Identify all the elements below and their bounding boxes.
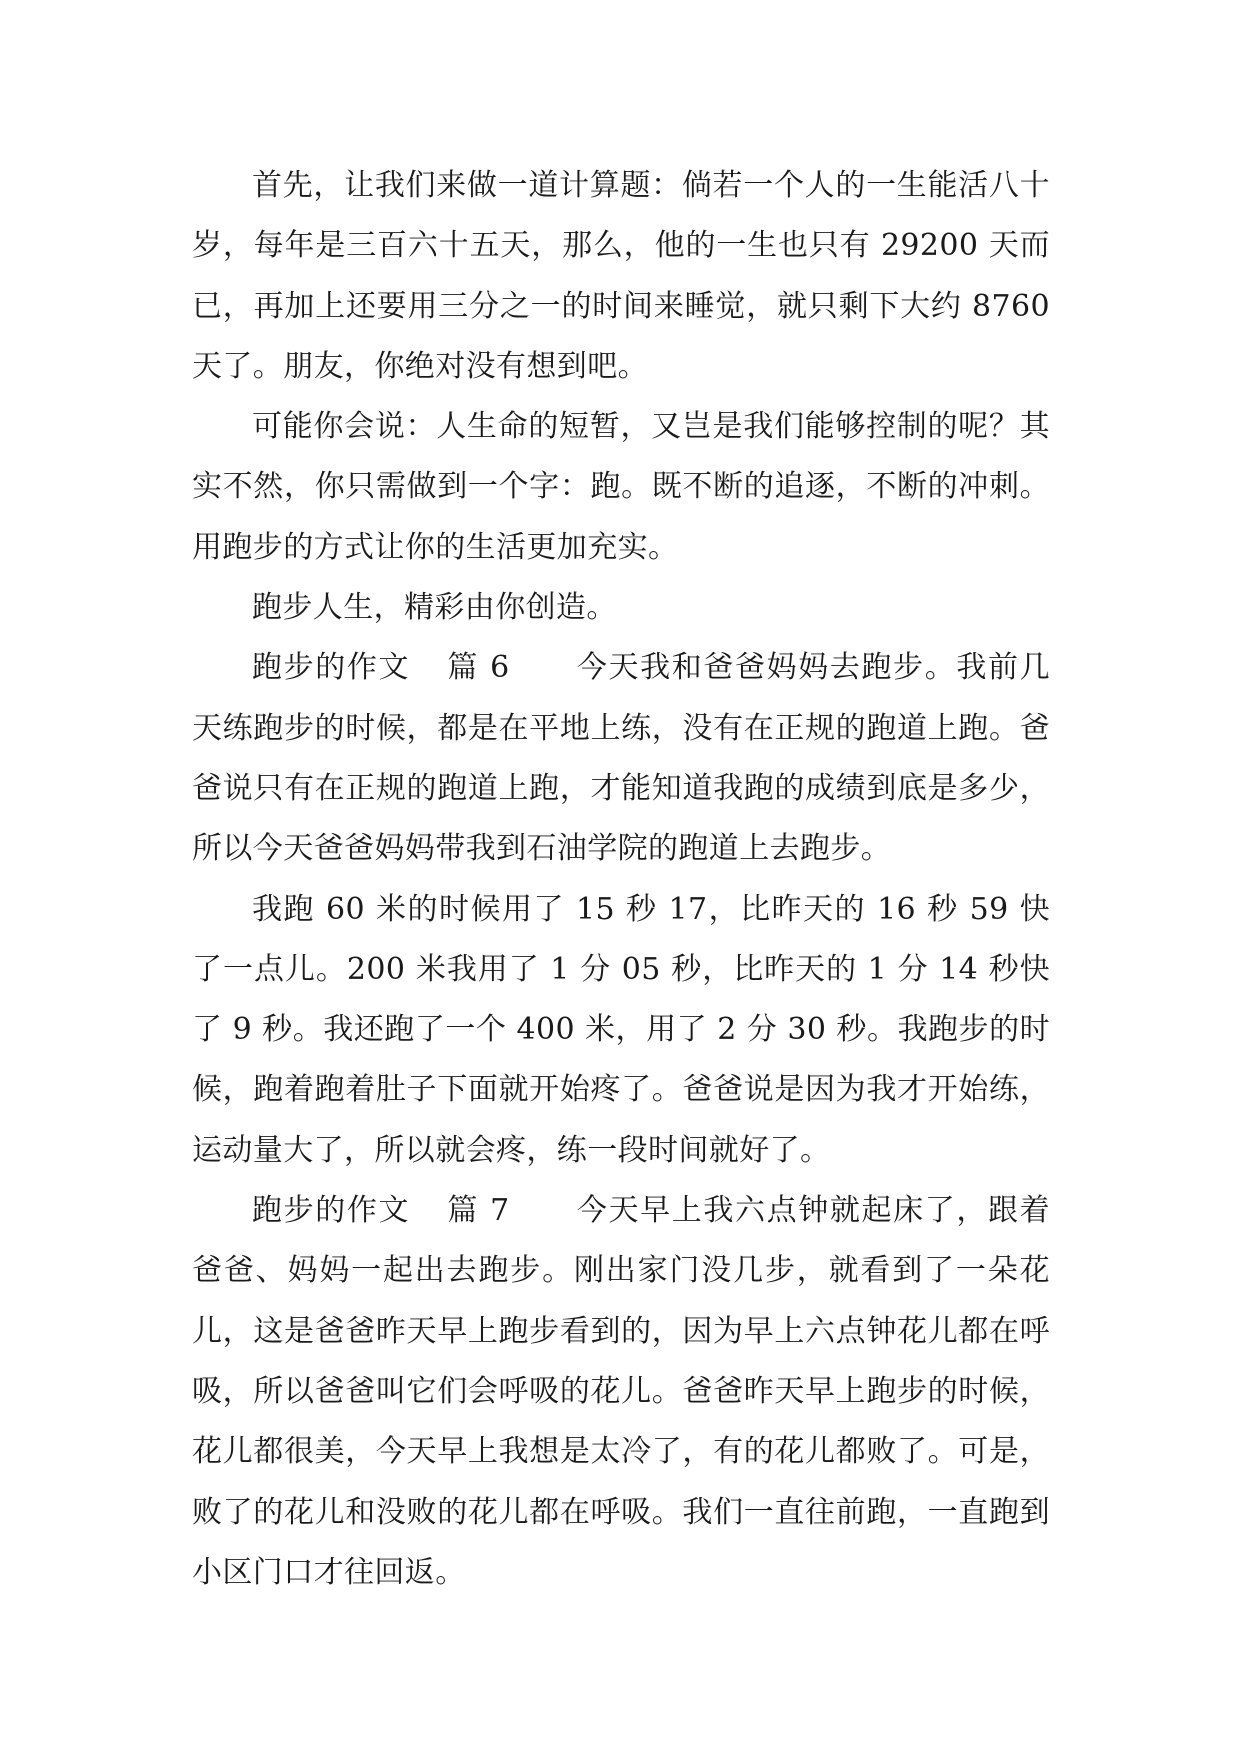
section-7-text: 今天早上我六点钟就起床了，跟着爸爸、妈妈一起出去跑步。刚出家门没几步，就看到了一朵花儿，这是爸爸昨天早上跑步看到的，因为早上六点钟花儿都在呼吸，所以爸爸叫它们会呼吸的花儿。爸爸昨天早上跑步的时候，花儿都很美，今天早上我想是太冷了，有的花儿都败了。可是，败了的花儿和没败的花儿都在呼吸。我们一直往前跑，一直跑到小区门口才往回返。	[192, 1193, 1050, 1590]
paragraph-run-advice: 可能你会说：人生命的短暂，又岂是我们能够控制的呢？其实不然，你只需做到一个字：跑。既不断的追逐，不断的冲刺。用跑步的方式让你的生活更加充实。	[192, 409, 1050, 565]
document-body	[192, 156, 1050, 1603]
paragraph-lifespan-calculation: 首先，让我们来做一道计算题：倘若一个人的一生能活八十岁，每年是三百六十五天，那么，他的一生也只有 29200 天而已，再加上还要用三分之一的时间来睡觉，就只剩下大约 8760 天了。朋友，你绝对没有想到吧。	[192, 168, 1050, 384]
section-7-heading: 跑步的作文	[252, 1193, 411, 1229]
section-6-heading: 跑步的作文	[252, 650, 411, 686]
paragraph-running-times: 我跑 60 米的时候用了 15 秒 17，比昨天的 16 秒 59 快了一点儿。200 米我用了 1 分 05 秒，比昨天的 1 分 14 秒快了 9 秒。我还跑了一个 400 米，用了 2 分 30 秒。我跑步的时候，跑着跑着肚子下面就开始疼了。爸爸说是因为我才开始练，运动量大了，所以就会疼，练一段时间就好了。	[192, 891, 1050, 1168]
section-7-number: 篇 7	[446, 1193, 510, 1229]
section-6-number: 篇 6	[446, 650, 510, 686]
section-6-text: 今天我和爸爸妈妈去跑步。我前几天练跑步的时候，都是在平地上练，没有在正规的跑道上跑。爸爸说只有在正规的跑道上跑，才能知道我跑的成绩到底是多少，所以今天爸爸妈妈带我到石油学院的跑道上去跑步。	[192, 650, 1050, 867]
essay-section-7	[192, 1181, 1050, 1603]
essay-section-6	[192, 638, 1050, 879]
paragraph-closing-line: 跑步人生，精彩由你创造。	[252, 590, 617, 626]
